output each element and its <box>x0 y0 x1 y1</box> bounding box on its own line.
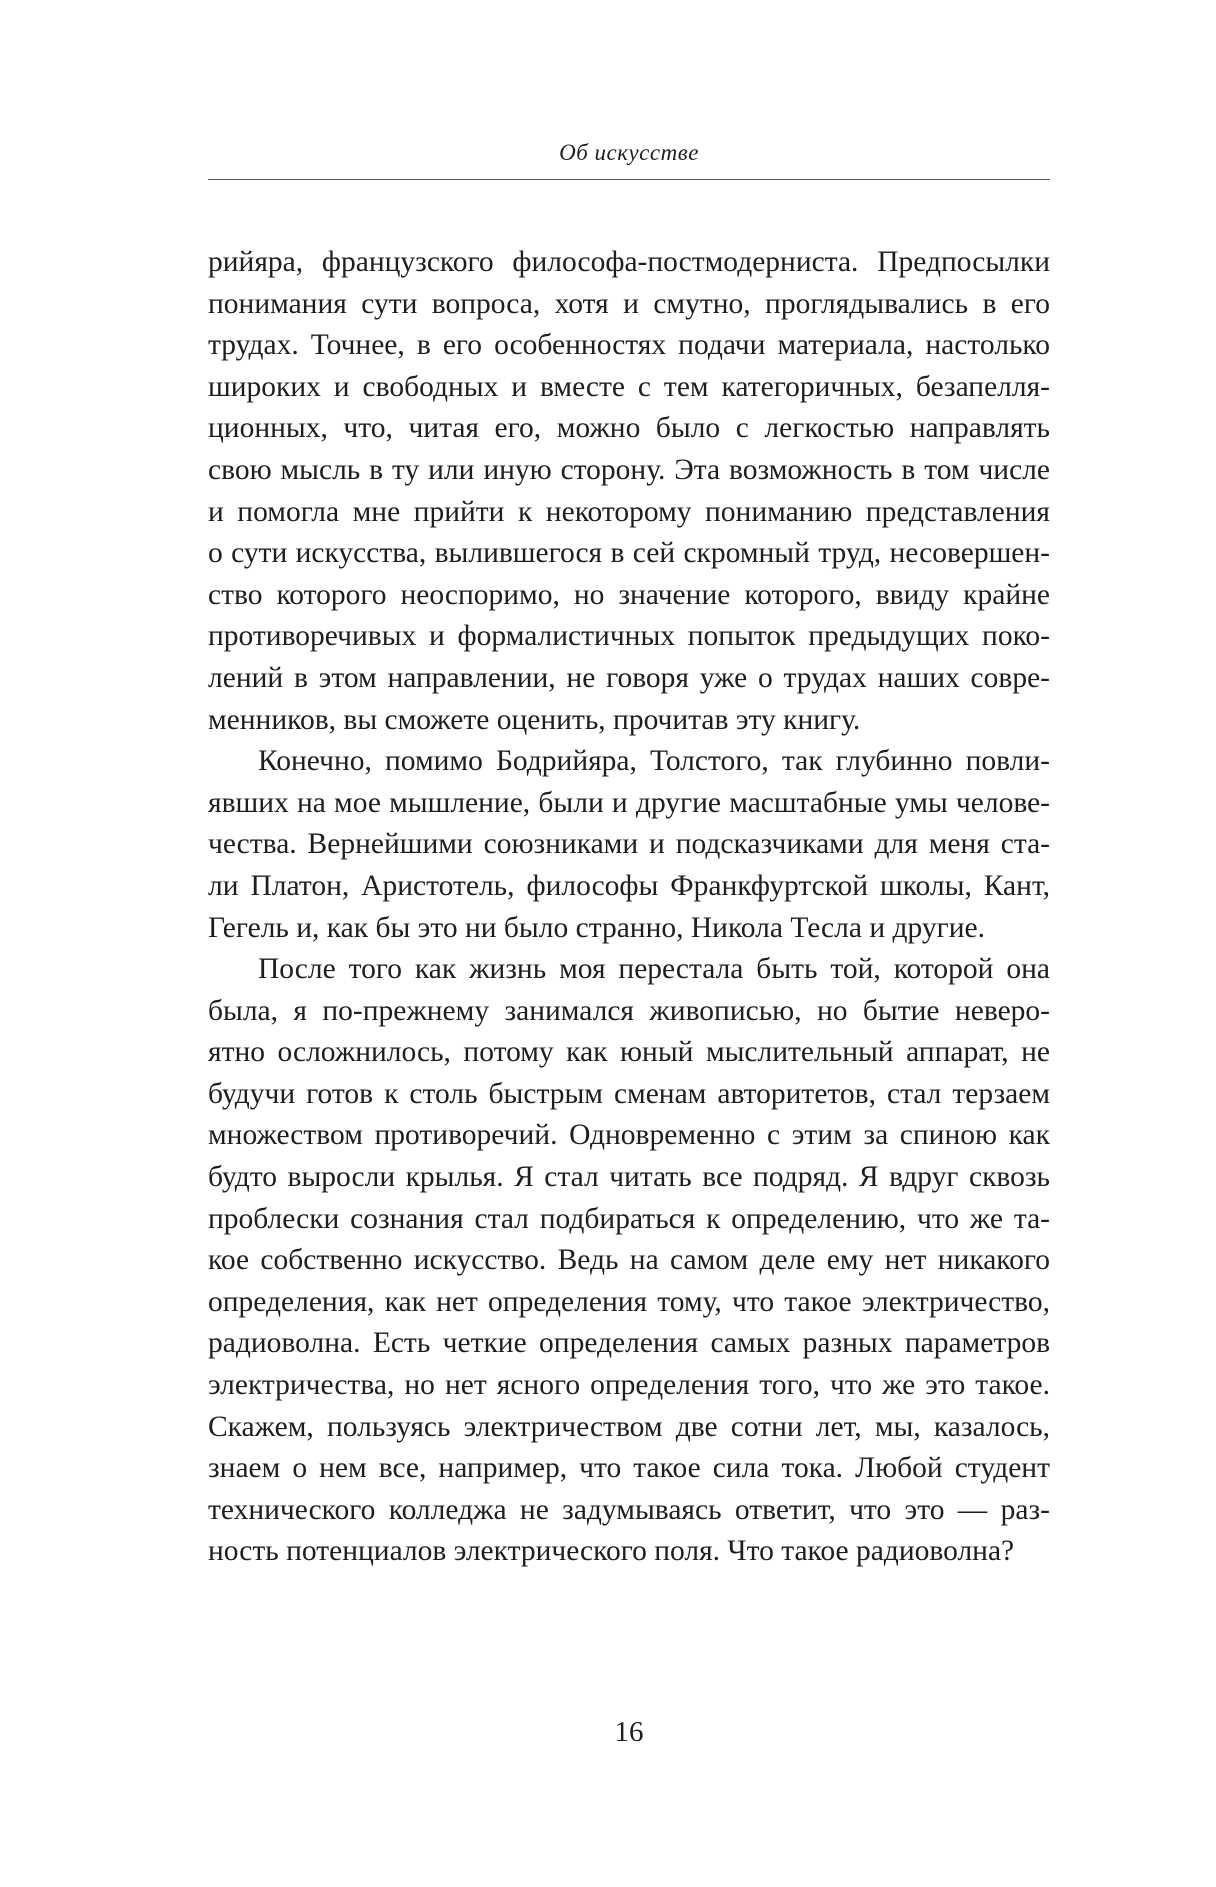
text-line: После того как жизнь моя перестала быть той, которой она <box>258 953 1050 986</box>
text-line: ство которого неоспоримо, но значение которого, ввиду крайне <box>208 578 1050 611</box>
text-line: о сути искусства, вылившегося в сей скромный труд, несовершен- <box>208 537 1050 570</box>
text-line: и помогла мне прийти к некоторому пониманию представления <box>208 495 1050 528</box>
paragraph <box>208 741 1050 949</box>
text-line: ятно осложнилось, потому как юный мыслительный аппарат, не <box>208 1036 1050 1069</box>
text-line: ли Платон, Аристотель, философы Франкфуртской школы, Кант, <box>208 869 1050 902</box>
running-head-title: Об искусстве <box>559 140 699 165</box>
text-line: будто выросли крылья. Я стал читать все подряд. Я вдруг сквозь <box>208 1161 1050 1194</box>
text-line: знаем о нем все, например, что такое сила тока. Любой студент <box>208 1452 1050 1485</box>
text-line: ность потенциалов электрического поля. Что такое радиоволна? <box>208 1535 1015 1568</box>
text-line: лений в этом направлении, не говоря уже о трудах наших совре- <box>208 661 1050 694</box>
text-line: явших на мое мышление, были и другие масштабные умы челове- <box>208 786 1050 819</box>
text-line: менников, вы сможете оценить, прочитав эту книгу. <box>208 703 861 736</box>
text-line: рийяра, французского философа-постмодерниста. Предпосылки <box>208 246 1050 278</box>
text-line: широких и свободных и вместе с тем категоричных, безапелля- <box>208 370 1050 403</box>
text-line: кое собственно искусство. Ведь на самом деле ему нет никакого <box>208 1244 1050 1277</box>
text-line: Скажем, пользуясь электричеством две сотни лет, мы, казалось, <box>208 1410 1050 1443</box>
text-line: была, я по-прежнему занимался живописью, но бытие неверо- <box>208 994 1050 1027</box>
page-number: 16 <box>614 1716 644 1748</box>
text-line: понимания сути вопроса, хотя и смутно, проглядывались в его <box>208 287 1050 320</box>
text-line: Конечно, помимо Бодрийяра, Толстого, так глубинно повли- <box>258 745 1050 778</box>
text-line: трудах. Точнее, в его особенностях подачи материала, настолько <box>208 329 1050 362</box>
paragraph <box>208 242 1050 741</box>
text-line: проблески сознания стал подбираться к определению, что же та- <box>208 1202 1050 1235</box>
paragraph <box>208 949 1050 1573</box>
text-line: Гегель и, как бы это ни было странно, Никола Тесла и другие. <box>208 911 985 944</box>
text-line: технического колледжа не задумываясь ответит, что это — раз- <box>208 1493 1050 1526</box>
text-line: множеством противоречий. Одновременно с этим за спиною как <box>208 1119 1050 1152</box>
text-line: электричества, но нет ясного определения того, что же это такое. <box>208 1369 1050 1402</box>
text-line: ционных, что, читая его, можно было с легкостью направлять <box>208 412 1050 445</box>
text-line: определения, как нет определения тому, что такое электричество, <box>208 1285 1050 1318</box>
text-line: чества. Вернейшими союзниками и подсказчиками для меня ста- <box>208 828 1050 861</box>
text-line: свою мысль в ту или иную сторону. Эта возможность в том числе <box>208 453 1050 486</box>
body-text <box>208 242 1050 1573</box>
header-rule <box>208 179 1050 180</box>
text-line: радиоволна. Есть четкие определения самых разных параметров <box>208 1327 1050 1360</box>
text-line: противоречивых и формалистичных попыток предыдущих поко- <box>208 620 1050 653</box>
text-line: будучи готов к столь быстрым сменам авторитетов, стал терзаем <box>208 1077 1050 1110</box>
